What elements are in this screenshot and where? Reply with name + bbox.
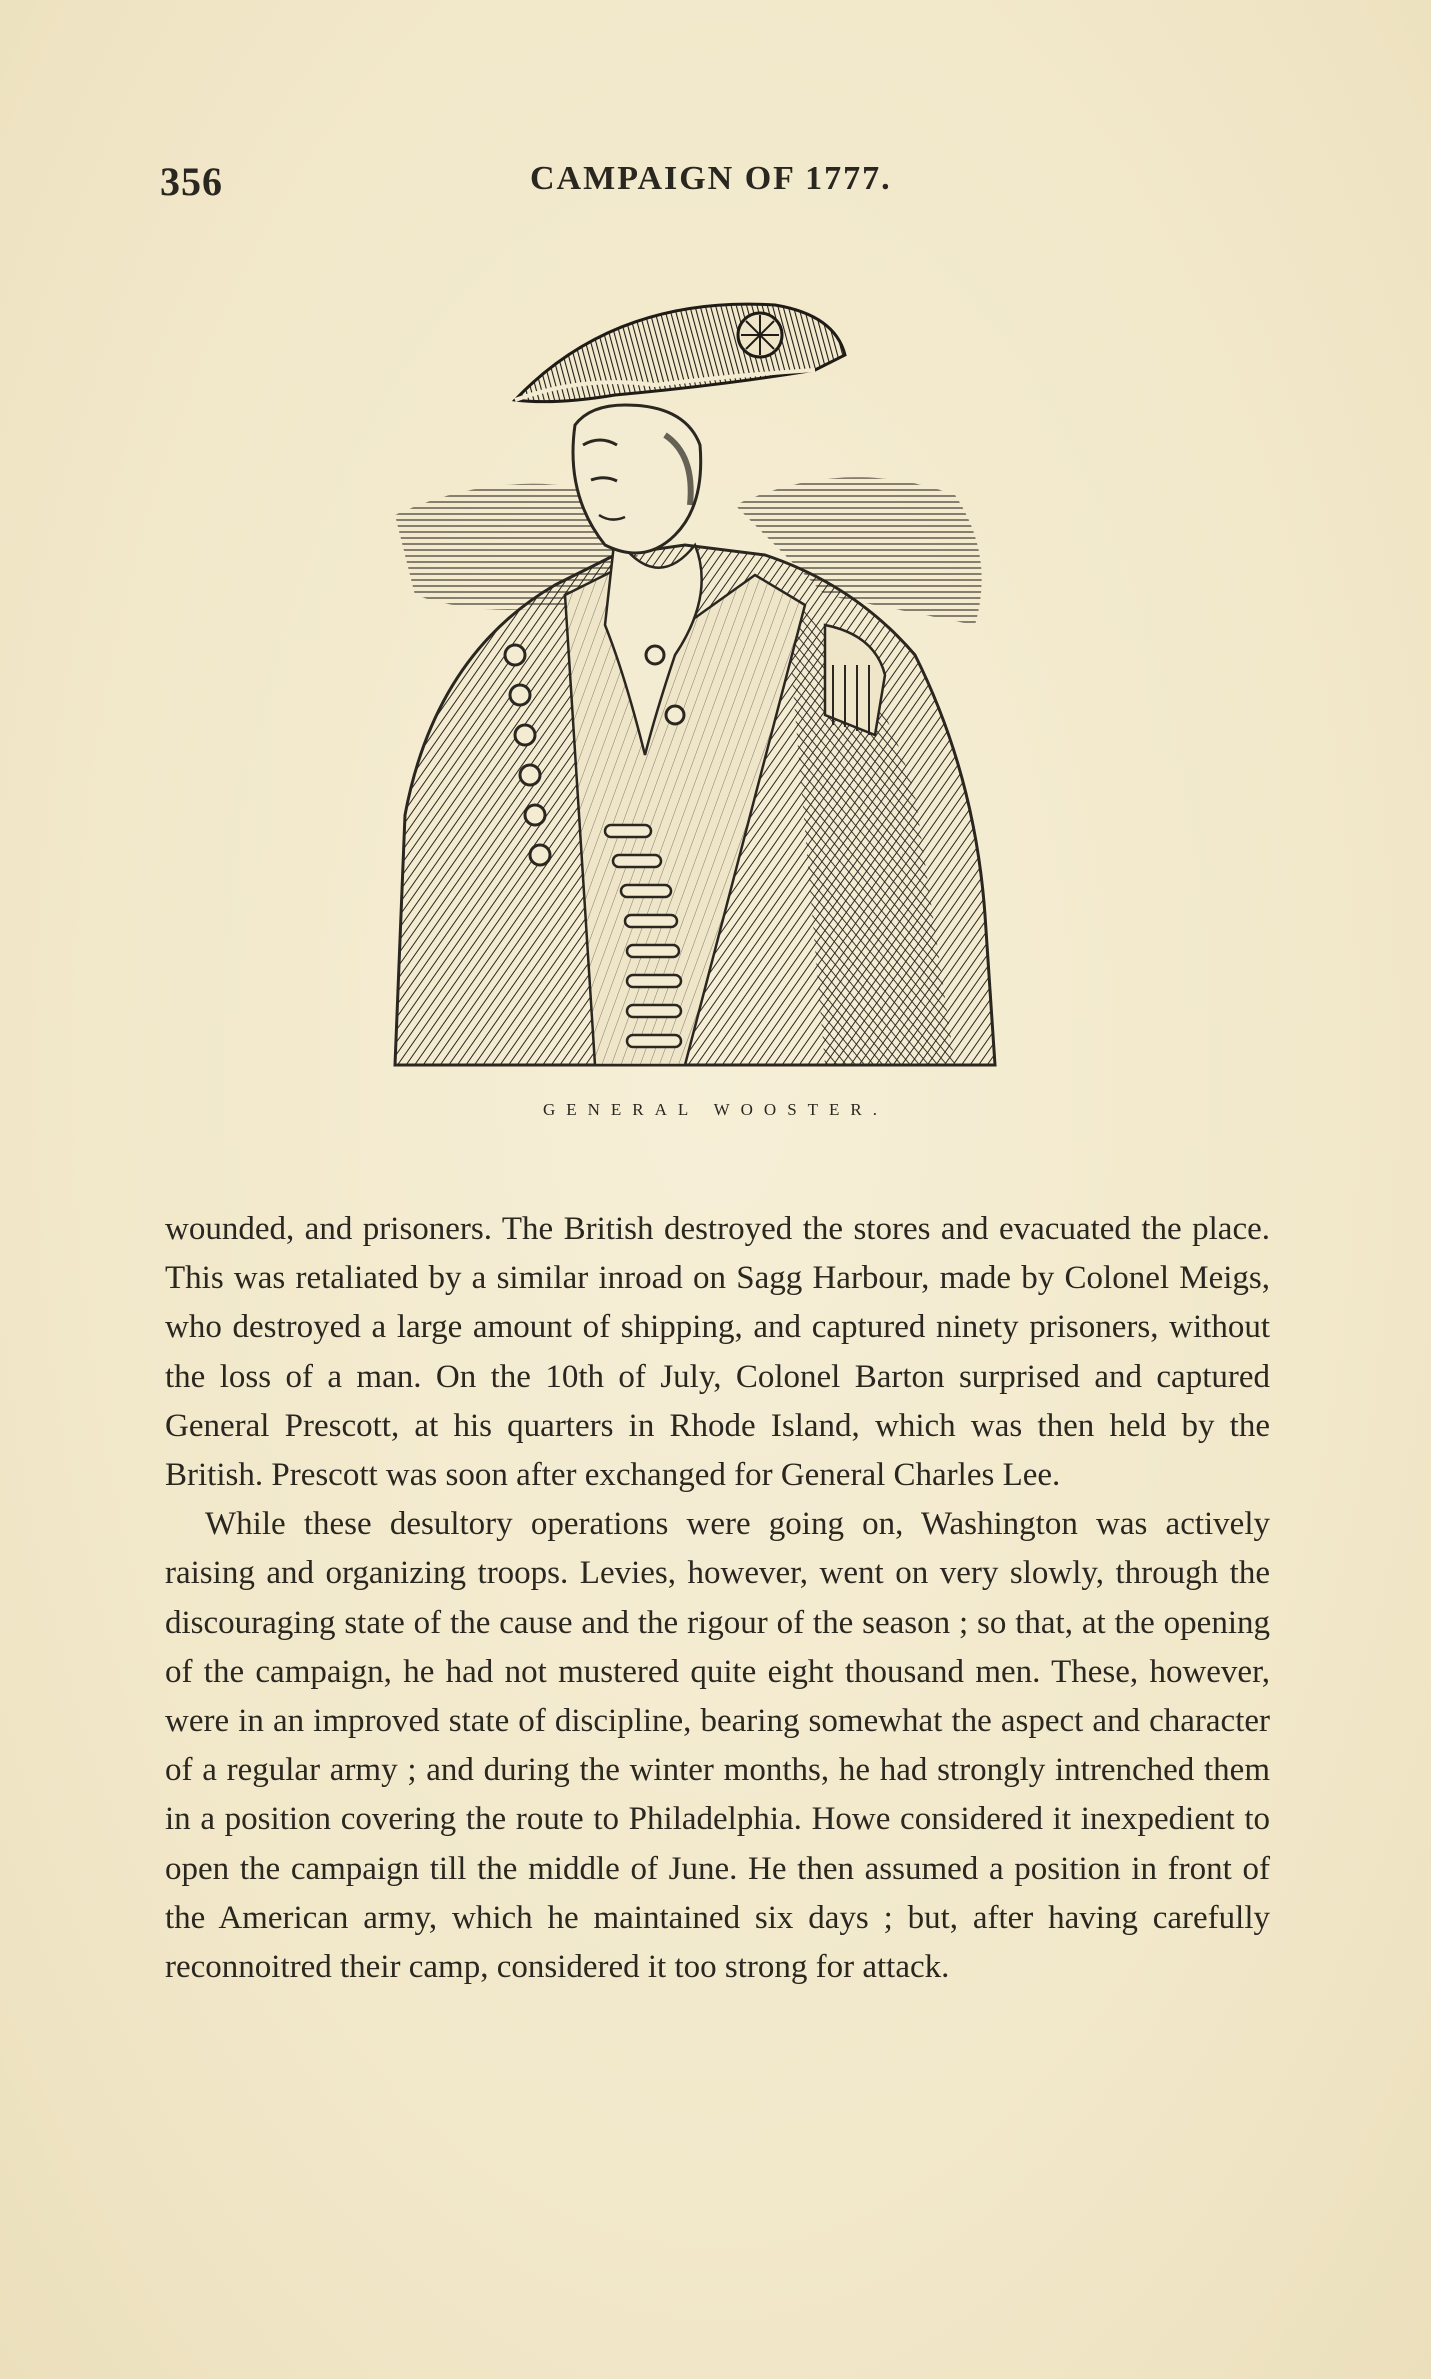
page-number: 356 [160, 159, 223, 204]
running-head [160, 150, 1270, 210]
portrait-engraving [355, 295, 1045, 1075]
paragraph: wounded, and prisoners. The British destroyed the stores and evacuated the place. This was retaliated by a similar inroad on Sagg Harbour, made by Colonel Meigs, who destroyed a large amount of shipping, and captured ninety prisoners, without the loss of a man. On the 10th of July, Colonel Barton surprised and captured General Prescott, at his quarters in Rhode Island, which was then held by the British. Prescott was soon after exchanged for General Charles Lee. [165, 1211, 1270, 1494]
paragraph: While these desultory operations were going on, Washington was actively raising and organizing troops. Levies, however, went on very slowly, through the discouraging state of the cause and the rigour of the season ; so that, at the opening of the campaign, he had not mustered quite eight thousand men. These, however, were in an improved state of discipline, bearing somewhat the aspect and character of a regular army ; and during the winter months, he had strongly intrenched them in a position covering the route to Philadelphia. Howe considered it inexpedient to open the campaign till the middle of June. He then assumed a position in front of the American army, which he maintained six days ; but, after having carefully reconnoitred their camp, considered it too strong for attack. [165, 1506, 1270, 1986]
figure-caption: GENERAL WOOSTER. [542, 1100, 889, 1119]
running-title: CAMPAIGN OF 1777. [530, 160, 892, 197]
body-text [165, 1205, 1270, 1992]
